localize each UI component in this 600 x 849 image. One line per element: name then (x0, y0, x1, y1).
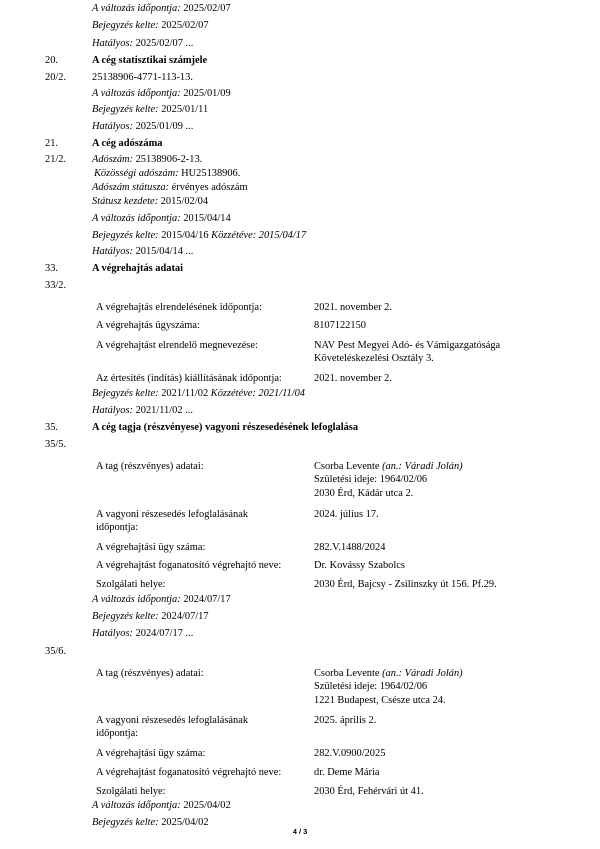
section-21-number: 21. (45, 138, 58, 149)
office-label: Szolgálati helye: (96, 579, 166, 590)
enforcement-orderer-value: NAV Pest Megyei Adó- és Vámigazgatósága (314, 340, 501, 351)
s35-6-valtozas: A változás időpontja: 2025/04/02 (92, 800, 231, 811)
enforcement-case-value: 8107122150 (314, 320, 366, 331)
seizure-date-label-2: időpontja: (96, 522, 139, 533)
section-33-2-number: 33/2. (45, 280, 67, 291)
s35-5-valtozas: A változás időpontja: 2024/07/17 (92, 594, 231, 605)
s20-bejegyzes: Bejegyzés kelte: 2025/01/11 (92, 104, 209, 115)
tax-status: Adószám státusza: érvényes adószám (92, 182, 248, 193)
s20-hatalyos: Hatályos: 2025/01/09 ... (92, 121, 194, 132)
office-value: 2030 Érd, Bajcsy - Zsilinszky út 156. Pf.29. (314, 579, 497, 590)
section-35-number: 35. (45, 422, 58, 433)
section-20-number: 20. (45, 55, 58, 66)
notice-issue-date-value: 2021. november 2. (314, 373, 392, 384)
seizure-date-label-b: A vagyoni részesedés lefoglalásának (96, 715, 249, 726)
case-number-label: A végrehajtási ügy száma: (96, 542, 206, 553)
s21-bejegyzes: Bejegyzés kelte: 2015/04/16 Közzétéve: 2015/04/17 (92, 230, 307, 241)
case-number-value: 282.V.1488/2024 (314, 542, 386, 553)
section-20-2-number: 20/2. (45, 72, 67, 83)
section-35-5-number: 35/5. (45, 439, 67, 450)
top-valtozas: A változás időpontja: 2025/02/07 (92, 3, 231, 14)
notice-issue-date-label: Az értesítés (indítás) kiállításának időpontja: (96, 373, 282, 384)
bailiff-name-label-b: A végrehajtást foganatosító végrehajtó neve: (96, 767, 282, 778)
section-21-title: A cég adószáma (92, 138, 163, 149)
office-value-b: 2030 Érd, Fehérvári út 41. (314, 786, 424, 797)
statistical-number: 25138906-4771-113-13. (92, 72, 193, 83)
top-hatalyos: Hatályos: 2025/02/07 ... (92, 38, 194, 49)
member-name-2: Csorba Levente (an.: Váradi Jolán) (314, 668, 463, 679)
top-bejegyzes: Bejegyzés kelte: 2025/02/07 (92, 20, 209, 31)
s21-valtozas: A változás időpontja: 2015/04/14 (92, 213, 231, 224)
seizure-date-label-b-2: időpontja: (96, 728, 139, 739)
page-number: 4 / 3 (292, 827, 308, 836)
bailiff-name-value: Dr. Kovássy Szabolcs (314, 560, 405, 571)
enforcement-case-label: A végrehajtás ügyszáma: (96, 320, 200, 331)
member-birth-2: Születési ideje: 1964/02/06 (314, 681, 428, 692)
case-number-label-b: A végrehajtási ügy száma: (96, 748, 206, 759)
office-label-b: Szolgálati helye: (96, 786, 166, 797)
seizure-date-label: A vagyoni részesedés lefoglalásának (96, 509, 249, 520)
bailiff-name-value-b: dr. Deme Mária (314, 767, 380, 778)
s35-6-bejegyzes: Bejegyzés kelte: 2025/04/02 (92, 817, 209, 828)
status-start: Státusz kezdete: 2015/02/04 (92, 196, 209, 207)
s20-valtozas: A változás időpontja: 2025/01/09 (92, 88, 231, 99)
member-data-label: A tag (részvényes) adatai: (96, 461, 204, 472)
seizure-date-value-b: 2025. április 2. (314, 715, 377, 726)
member-address: 2030 Érd, Kádár utca 2. (314, 488, 414, 499)
enforcement-order-date-value: 2021. november 2. (314, 302, 392, 313)
seizure-date-value: 2024. július 17. (314, 509, 379, 520)
case-number-value-b: 282.V.0900/2025 (314, 748, 386, 759)
community-tax-number: Közösségi adószám: HU25138906. (94, 168, 241, 179)
bailiff-name-label: A végrehajtást foganatosító végrehajtó neve: (96, 560, 282, 571)
enforcement-order-date-label: A végrehajtás elrendelésének időpontja: (96, 302, 262, 313)
s35-5-hatalyos: Hatályos: 2024/07/17 ... (92, 628, 194, 639)
section-35-6-number: 35/6. (45, 646, 67, 657)
s35-5-bejegyzes: Bejegyzés kelte: 2024/07/17 (92, 611, 209, 622)
s21-hatalyos: Hatályos: 2015/04/14 ... (92, 246, 194, 257)
section-33-number: 33. (45, 263, 58, 274)
section-20-title: A cég statisztikai számjele (92, 55, 208, 66)
member-data-label-2: A tag (részvényes) adatai: (96, 668, 204, 679)
member-address-2: 1221 Budapest, Csésze utca 24. (314, 695, 446, 706)
member-name: Csorba Levente (an.: Váradi Jolán) (314, 461, 463, 472)
s33-hatalyos: Hatályos: 2021/11/02 ... (92, 405, 193, 416)
section-21-2-number: 21/2. (45, 154, 67, 165)
enforcement-orderer-value-2: Követeléskezelési Osztály 3. (314, 353, 434, 364)
section-35-title: A cég tagja (részvényese) vagyoni részesedésének lefoglalása (92, 422, 359, 433)
member-birth: Születési ideje: 1964/02/06 (314, 474, 428, 485)
enforcement-orderer-label: A végrehajtást elrendelő megnevezése: (96, 340, 258, 351)
section-33-title: A végrehajtás adatai (92, 263, 184, 274)
s33-bejegyzes: Bejegyzés kelte: 2021/11/02 Közzétéve: 2021/11/04 (92, 388, 305, 399)
tax-number: Adószám: 25138906-2-13. (92, 154, 203, 165)
